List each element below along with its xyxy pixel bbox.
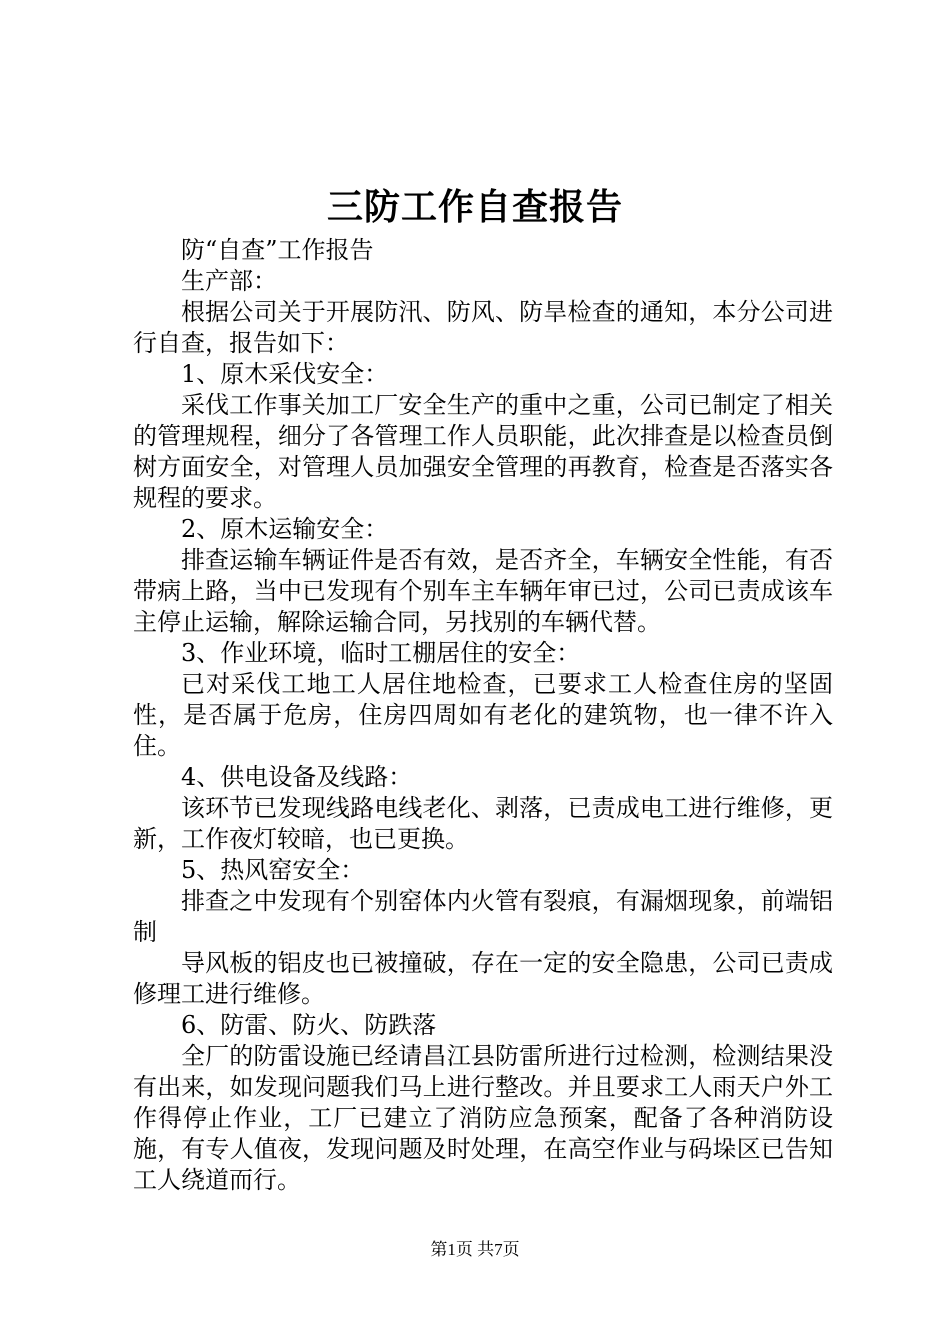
section-heading-1: 1、原木采伐安全： xyxy=(181,360,389,388)
paragraph-recipient: 生产部： xyxy=(181,267,277,295)
section-body-4: 该环节已发现线路电线老化、剥落，已责成电工进行维修，更新，工作夜灯较暗，也已更换。 xyxy=(133,794,833,853)
paragraph-intro: 根据公司关于开展防汛、防风、防旱检查的通知，本分公司进行自查，报告如下： xyxy=(133,298,833,357)
section-body-3: 已对采伐工地工人居住地检查，已要求工人检查住房的坚固性，是否属于危房，住房四周如有老化的建筑物，也一律不许入住。 xyxy=(133,670,833,760)
section-heading-2: 2、原木运输安全： xyxy=(181,515,389,543)
section-body-5a: 排查之中发现有个别窑体内火管有裂痕，有漏烟现象，前端铝制 xyxy=(133,887,833,946)
section-body-5b: 导风板的铝皮也已被撞破，存在一定的安全隐患，公司已责成修理工进行维修。 xyxy=(133,949,833,1008)
section-heading-4: 4、供电设备及线路： xyxy=(181,763,413,791)
section-heading-5: 5、热风窑安全： xyxy=(181,856,365,884)
section-heading-6: 6、防雷、防火、防跌落 xyxy=(181,1011,437,1039)
page-footer: 第1页 共7页 xyxy=(430,1240,520,1259)
section-body-2: 排查运输车辆证件是否有效，是否齐全，车辆安全性能，有否带病上路，当中已发现有个别车主车辆年审已过，公司已责成该车主停止运输，解除运输合同，另找别的车辆代替。 xyxy=(133,546,833,636)
paragraph-subtitle: 防“自查”工作报告 xyxy=(181,236,374,264)
section-heading-3: 3、作业环境，临时工棚居住的安全： xyxy=(181,639,581,667)
document-body xyxy=(133,235,833,1196)
section-body-1: 采伐工作事关加工厂安全生产的重中之重，公司已制定了相关的管理规程，细分了各管理工作人员职能，此次排查是以检查员倒树方面安全，对管理人员加强安全管理的再教育，检查是否落实各规程的要求。 xyxy=(133,391,833,512)
document-title: 三防工作自查报告 xyxy=(326,186,623,228)
section-body-6: 全厂的防雷设施已经请昌江县防雷所进行过检测，检测结果没有出来，如发现问题我们马上进行整改。并且要求工人雨天户外工作得停止作业，工厂已建立了消防应急预案，配备了各种消防设施，有专人值夜，发现问题及时处理，在高空作业与码垛区已告知工人绕道而行。 xyxy=(133,1042,833,1194)
